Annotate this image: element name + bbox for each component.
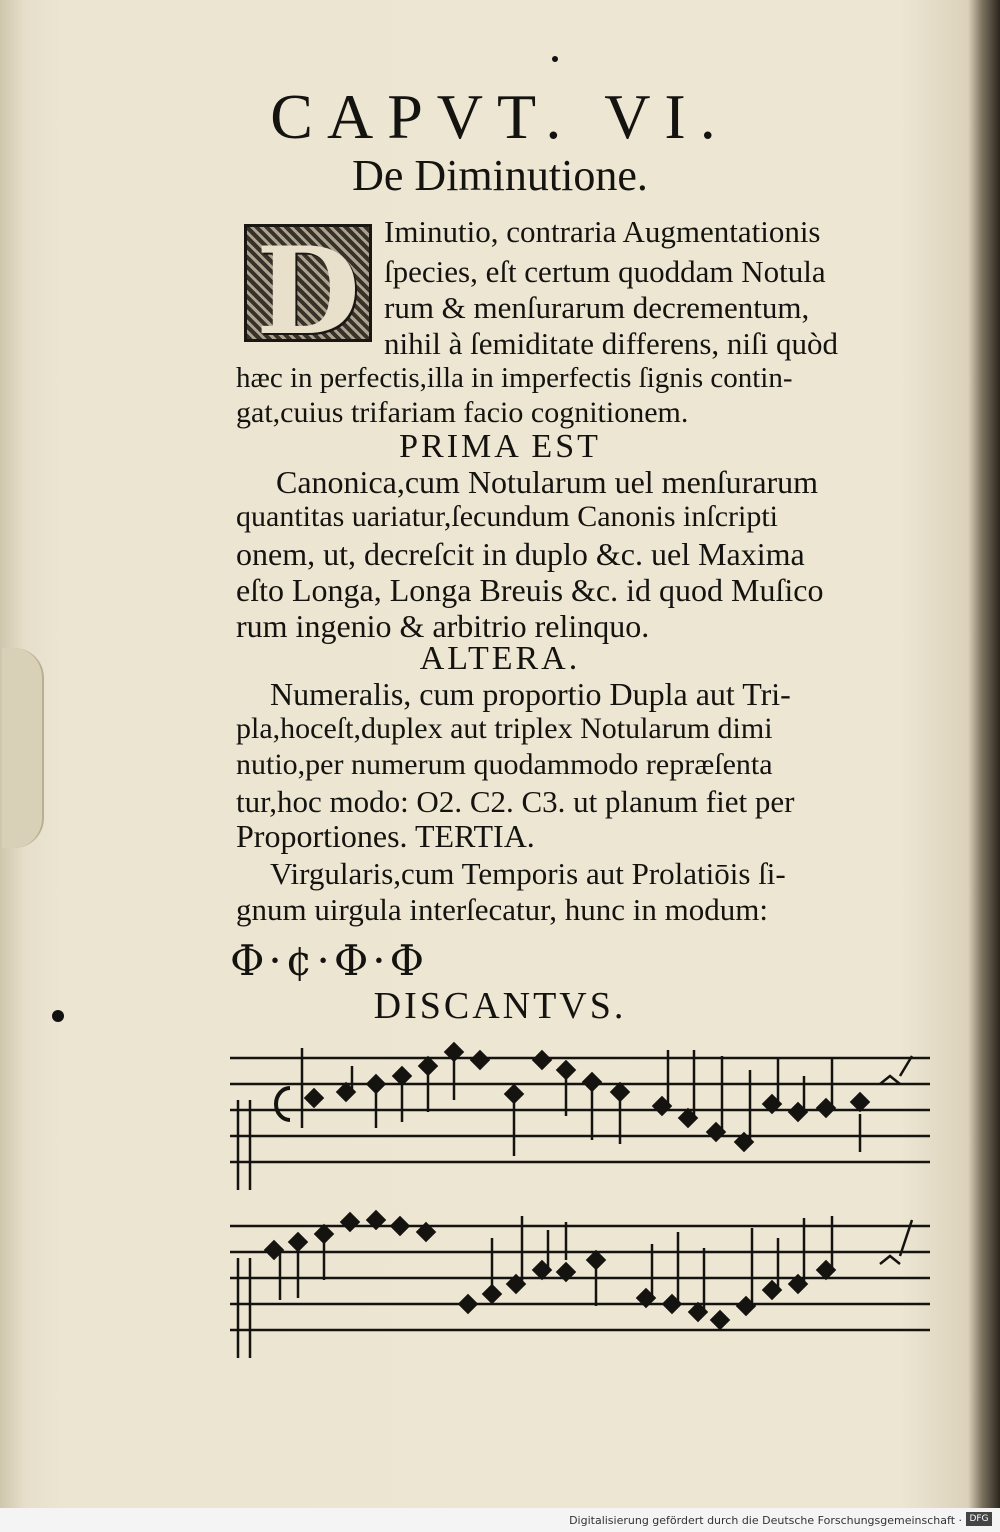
text-line: rum & menſurarum decrementum, (384, 290, 810, 325)
text-line: hæc in perfectis,illa in imperfectis ſignis contin- (236, 362, 793, 394)
text-line: Numeralis, cum proportio Dupla aut Tri- (270, 676, 791, 712)
text-line: gat,cuius trifariam facio cognitionem. (236, 396, 689, 429)
text-line: nihil à ſemiditate differens, niſi quòd (384, 326, 838, 361)
text-line: Iminutio, contraria Augmentationis (384, 214, 821, 249)
page-curl (2, 648, 44, 848)
chapter-subtitle: De Diminutione. (352, 151, 648, 200)
text-line: eſto Longa, Longa Breuis &c. id quod Muſico (236, 572, 824, 608)
text-line: gnum uirgula interſecatur, hunc in modum: (236, 892, 768, 927)
section-heading: PRIMA EST (399, 428, 601, 465)
decorated-initial (244, 224, 372, 342)
text-line: pla,hoceſt,duplex aut triplex Notularum dimi (236, 712, 773, 745)
text-line: nutio,per numerum quodammodo repræſenta (236, 748, 773, 781)
text-line: onem, ut, decreſcit in duplo &c. uel Maxima (236, 536, 805, 572)
chapter-title: CAPVT. VI. (270, 81, 730, 152)
text-line: Canonica,cum Notularum uel menſurarum (276, 464, 819, 500)
section-heading: ALTERA. (419, 640, 581, 677)
music-staff-1 (230, 1040, 930, 1200)
text-line: ſpecies, eſt certum quoddam Notula (384, 254, 826, 289)
initial-letter: D (255, 224, 361, 342)
mensuration-signs: Φ·¢·Φ·Φ (230, 936, 429, 985)
dfg-logo: DFG (966, 1512, 992, 1526)
text-line: tur,hoc modo: O2. C2. C3. ut planum fiet per (236, 784, 795, 819)
voice-label: DISCANTVS. (373, 985, 627, 1027)
text-line: Proportiones. TERTIA. (236, 818, 535, 854)
music-staff-2 (230, 1208, 930, 1388)
ink-dot (552, 56, 558, 62)
text-line: quantitas uariatur,ſecundum Canonis inſcripti (236, 500, 779, 533)
footer-credit: Digitalisierung gefördert durch die Deutsche Forschungsgemeinschaft · (569, 1514, 962, 1527)
text-line: rum ingenio & arbitrio relinquo. (236, 608, 650, 644)
text-line: Virgularis,cum Temporis aut Prolatiōis ſi- (270, 856, 786, 891)
